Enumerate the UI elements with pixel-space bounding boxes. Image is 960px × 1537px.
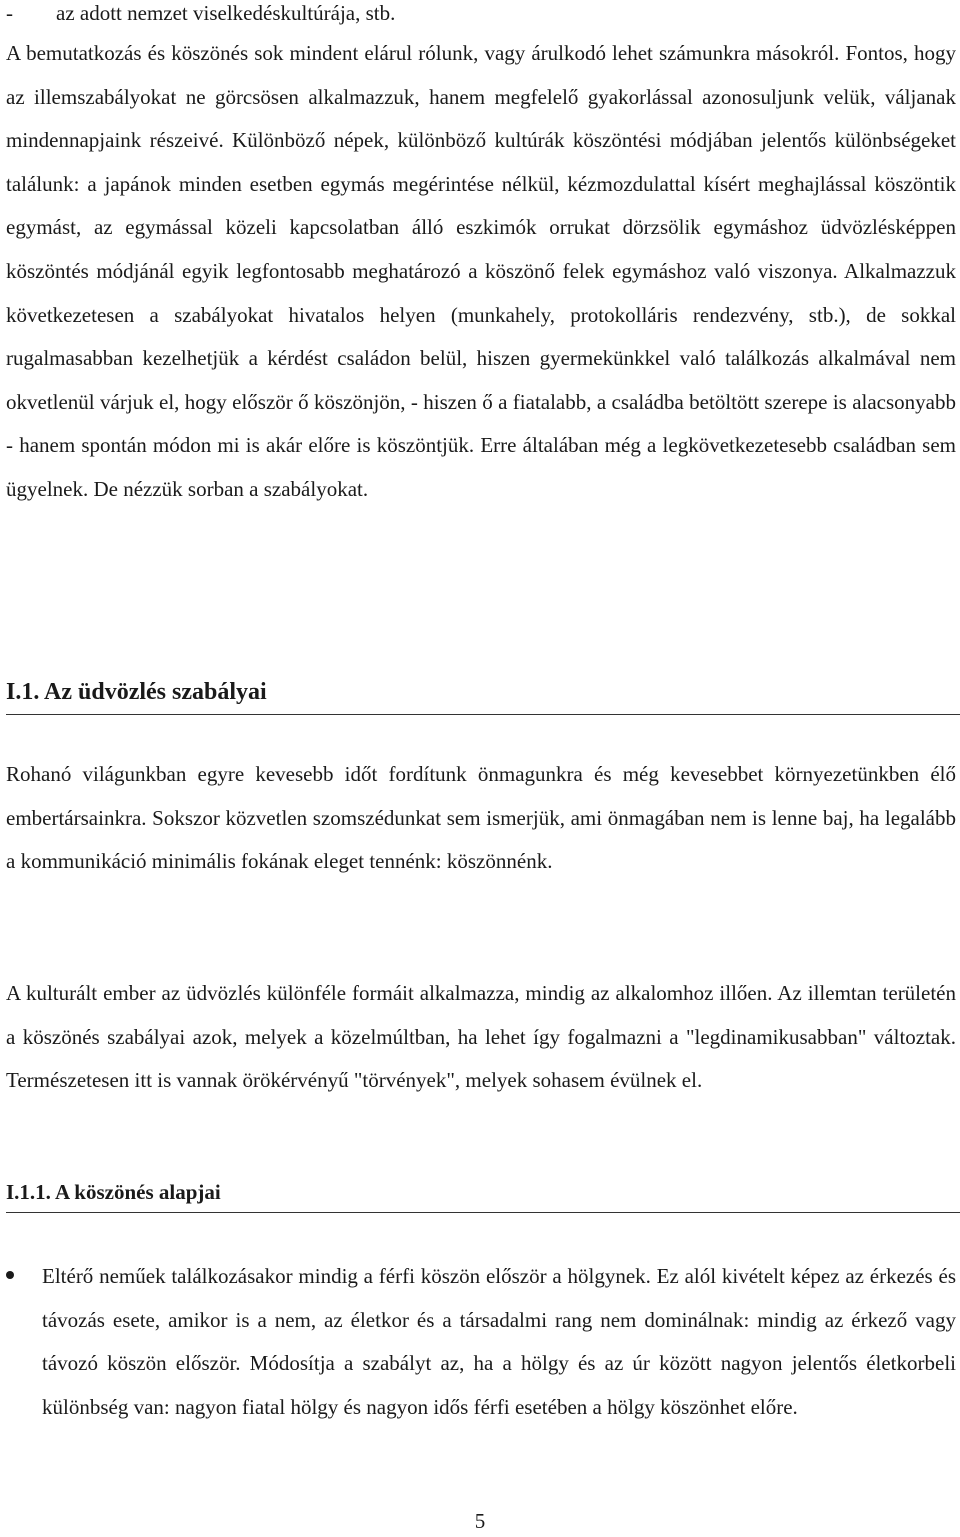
intro-paragraph-block bbox=[6, 32, 956, 512]
bullet-icon bbox=[6, 1271, 14, 1279]
intro-paragraph: A bemutatkozás és köszönés sok mindent elárul rólunk, vagy árulkodó lehet számunkra másokról. Fontos, hogy az illemszabályokat ne görcsösen alkalmazzuk, hanem megfelelő gyakorlással azonosuljunk velük, váljanak mindennapjaink részeivé. Különböző népek, különböző kultúrák köszöntési módjában jelentős különbségeket találunk: a japánok minden esetben egymás megérintése nélkül, kézmozdulattal kísért meghajlással köszöntik egymást, az egymással közeli kapcsolatban álló eszkimók orrukat dörzsölik egymáshoz üdvözlésképpen köszöntés módjánál egyik legfontosabb meghatározó a köszönő felek egymáshoz való viszonya. Alkalmazzuk következetesen a szabályokat hivatalos helyen (munkahely, protokolláris rendezvény, stb.), de sokkal rugalmasabban kezelhetjük a kérdést családon belül, hiszen gyermekünkkel való találkozás alkalmával nem okvetlenül várjuk el, hogy először ő köszönjön, - hiszen ő a fiatalabb, a családba betöltött szerepe is alacsonyabb - hanem spontán módon mi is akár előre is köszöntjük. Erre általában még a legkövetkezetesebb családban sem ügyelnek. De nézzük sorban a szabályokat. bbox=[6, 41, 956, 501]
bullet-list-item bbox=[6, 1255, 956, 1429]
subsection-heading: I.1.1. A köszönés alapjai bbox=[6, 1172, 960, 1213]
list-item bbox=[6, 0, 395, 36]
page-number: 5 bbox=[474, 1509, 486, 1533]
section-heading: I.1. Az üdvözlés szabályai bbox=[6, 672, 960, 715]
list-dash: - bbox=[6, 1, 13, 25]
paragraph-block-2 bbox=[6, 753, 956, 884]
list-item-text: az adott nemzet viselkedéskultúrája, stb. bbox=[56, 1, 396, 25]
paragraph-3: A kulturált ember az üdvözlés különféle formáit alkalmazza, mindig az alkalomhoz illően. Az illemtan területén a köszönés szabályai azok, melyek a közelmúltban, ha lehet így fogalmazni a "legdinamikusabban" változtak. Természetesen itt is vannak örökérvényű "törvények", melyek sohasem évülnek el. bbox=[6, 981, 956, 1093]
paragraph-2: Rohanó világunkban egyre kevesebb időt fordítunk önmagunkra és még kevesebbet környezetünkben élő embertársainkra. Sokszor közvetlen szomszédunkat sem ismerjük, ami önmagában nem is lenne baj, ha legalább a kommunikáció minimális fokának eleget tennénk: köszönnénk. bbox=[6, 762, 956, 874]
bullet-text: Eltérő neműek találkozásakor mindig a férfi köszön először a hölgynek. Ez alól kivételt képez az érkezés és távozás esete, amikor is a nem, az életkor és a társadalmi rang nem dominálnak: mindig az érkező vagy távozó köszön először. Módosítja a szabályt az, ha a hölgy és az úr között nagyon jelentős életkorbeli különbség van: nagyon fiatal hölgy és nagyon idős férfi esetében a hölgy köszönhet előre. bbox=[42, 1264, 956, 1419]
paragraph-block-3 bbox=[6, 972, 956, 1103]
